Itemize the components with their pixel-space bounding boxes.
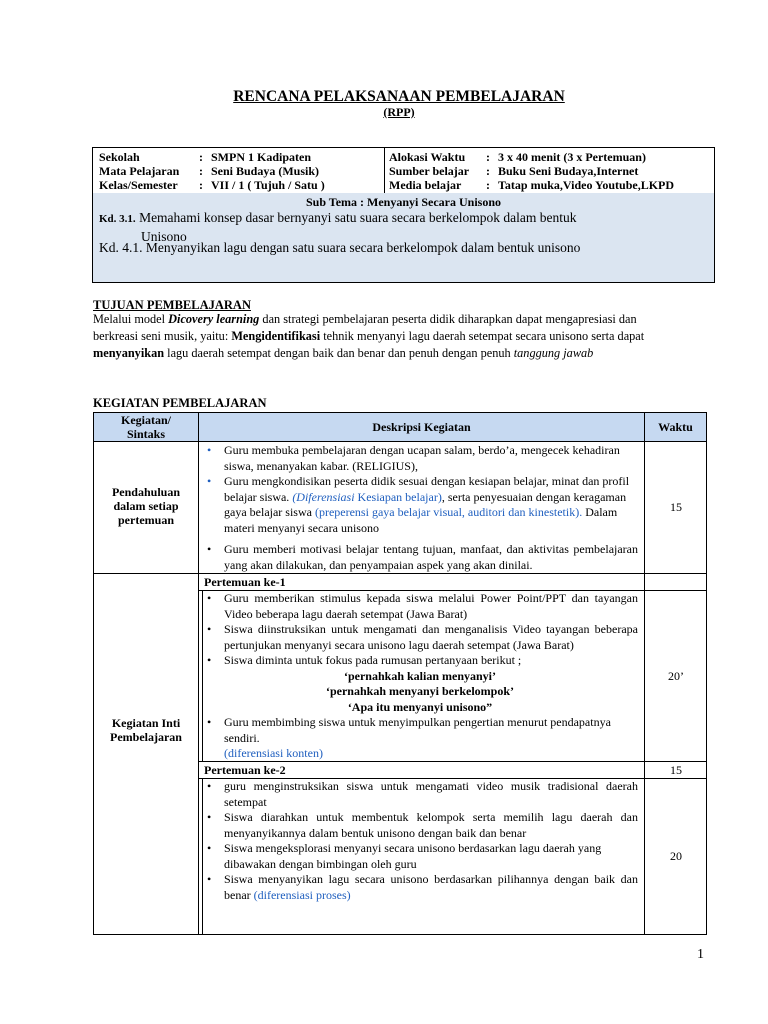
item-text-blue: (diferensiasi konten) [224,746,323,760]
list-item [202,591,638,622]
item-text: Siswa diarahkan untuk membentuk kelompok serta memilih lagu daerah dan menyanyikannya dalam bentuk unisono dengan baik dan benar [224,810,638,840]
label-line: dalam setiap [113,499,179,513]
identity-right-column [385,148,716,193]
bullet-icon: • [207,841,212,855]
bullet-icon: • [207,810,212,824]
bullet-icon: • [207,542,212,556]
list-item [202,653,638,669]
tujuan-text: lagu daerah setempat dengan baik dan benar dan penuh dengan penuh [164,346,514,360]
question-3: ‘Apa itu menyanyi unisono” [347,699,493,714]
row-divider [94,573,706,574]
item-text: Guru memberi motivasi belajar tentang tujuan, manfaat, dan aktivitas pembelajaran yang akan dilakukan, dan penyampaian aspek yang akan dinilai. [224,542,638,572]
identity-colon: : [486,150,490,164]
identity-label: Sumber belajar [389,164,470,178]
kd-4-1: Kd. 4.1. Menyanyikan lagu dengan satu suara secara berkelompok dalam bentuk unisono [99,240,581,255]
tujuan-text: Melalui model [93,312,169,326]
item-text: guru menginstruksikan siswa untuk mengamati video musik tradisional daerah setempat [224,779,638,809]
list-item [202,841,638,872]
question-2: ‘pernahkah menyanyi berkelompok’ [325,684,515,698]
item-text: Dalam materi menyanyi secara unisono [224,505,618,535]
identity-colon: : [199,150,203,164]
label-line: Pembelajaran [110,730,182,744]
tujuan-keyword: Mengidentifikasi [231,329,321,343]
question-1: ‘pernahkah kalian menyanyi’ [343,668,497,683]
tujuan-text: dan strategi pembelajaran peserta didik diharapkan dapat mengapresiasi dan [259,312,637,326]
item-text: Siswa diminta untuk fokus pada rumusan pertanyaan berikut ; [224,653,522,667]
identity-header [93,148,714,194]
row-label-inti [94,716,198,744]
header-kegiatan [93,412,199,442]
tujuan-paragraph [93,311,693,362]
identity-label: Sekolah [99,150,140,164]
tujuan-line-2 [93,328,693,345]
identity-box [92,147,715,283]
tujuan-text: tehnik menyanyi lagu daerah setempat secara unisono serta dapat [320,329,645,343]
list-item [202,542,638,573]
item-text-blue [292,490,442,504]
list-item [202,443,638,474]
item-text-blue: Kesiapan belajar) [354,489,442,504]
identity-value: Tatap muka,Video Youtube,LKPD [498,178,675,192]
bullet-icon: • [207,591,212,605]
label-line: pertemuan [118,513,174,527]
tujuan-line-3 [93,345,693,362]
bullet-icon: • [207,715,212,729]
identity-label: Kelas/Semester [99,178,178,192]
column-divider [198,441,199,935]
bullet-icon: • [207,622,212,636]
item-text: Guru memberikan stimulus kepada siswa melalui Power Point/PPT dan tayangan Video beberapa lagu daerah setempat (Jawa Barat) [224,591,638,621]
waktu-pertemuan-2-b: 20 [670,849,682,863]
tujuan-model: Dicovery learning [168,312,260,326]
item-text-blue: (Diferensiasi [292,489,355,504]
list-item [202,622,638,653]
list-item [202,872,638,903]
document-title: RENCANA PELAKSANAAN PEMBELAJARAN [233,88,565,105]
waktu-pertemuan-2-a: 15 [670,763,682,777]
waktu-pertemuan-1: 20’ [668,669,684,683]
identity-left-column [93,148,385,193]
document-subtitle: (RPP) [383,105,415,119]
bullet-icon: • [207,443,212,457]
tujuan-text: berkreasi seni musik, yaitu: [93,329,232,343]
header-kegiatan-line1: Kegiatan/ [121,413,171,427]
kd-3-1-text: Memahami konsep dasar bernyanyi satu suara secara berkelompok dalam bentuk [139,210,577,225]
column-divider [198,573,199,590]
item-text: Guru membimbing siswa untuk menyimpulkan pengertian menurut pendapatnya sendiri. [224,715,611,745]
kegiatan-heading: KEGIATAN PEMBELAJARAN [93,396,267,410]
kd-3-1-tag: Kd. 3.1. [99,213,136,225]
identity-value: 3 x 40 menit (3 x Pertemuan) [498,150,646,164]
bullet-icon: • [207,872,212,886]
pertemuan-2-description [202,779,638,903]
kd-3-1-text-cont: Unisono [141,229,187,244]
identity-label: Media belajar [389,178,462,192]
identity-colon: : [199,178,203,192]
identity-label: Alokasi Waktu [389,150,466,164]
pertemuan-2-label: Pertemuan ke-2 [204,763,286,777]
bullet-icon: • [207,474,212,488]
list-item [202,474,638,536]
subtema-title: Sub Tema : Menyanyi Secara Unisono [305,195,502,209]
item-text: Siswa mengeksplorasi menyanyi secara unisono berdasarkan lagu daerah yang dibawakan dengan bimbingan oleh guru [224,841,602,871]
item-text: Guru membuka pembelajaran dengan ucapan salam, berdo’a, mengecek kehadiran siswa, menanyakan kabar. (RELIGIUS), [224,443,620,473]
identity-value: VII / 1 ( Tujuh / Satu ) [211,178,325,192]
item-text-blue: (diferensiasi proses) [253,887,351,902]
waktu-pendahuluan: 15 [670,500,682,514]
identity-colon: : [486,178,490,192]
header-deskripsi: Deskripsi Kegiatan [198,412,645,442]
identity-value: Buku Seni Budaya,Internet [498,164,639,178]
identity-value: SMPN 1 Kadipaten [211,150,312,164]
identity-label: Mata Pelajaran [99,164,180,178]
pendahuluan-description [202,443,638,573]
identity-value: Seni Budaya (Musik) [211,164,320,178]
item-text: , serta penyesuaian dengan keragaman gaya belajar siswa [224,489,627,519]
identity-colon: : [486,164,490,178]
label-line: Pendahuluan [111,485,181,499]
tujuan-text-italic: tanggung jawab [513,346,594,360]
kegiatan-table [93,412,707,935]
list-item [202,810,638,841]
tujuan-line-1 [93,311,693,328]
item-text-blue: (preperensi gaya belajar visual, auditori dan kinestetik). [314,505,583,519]
item-text: Siswa menyanyikan lagu secara unisono berdasarkan pilihannya dengan baik dan benar [224,872,638,902]
row-label-pendahuluan [94,485,198,527]
subtema-panel [93,193,714,282]
list-item [202,779,638,810]
tujuan-keyword: menyanyikan [93,346,165,360]
bullet-icon: • [207,779,212,793]
identity-colon: : [199,164,203,178]
label-line: Kegiatan Inti [111,716,181,730]
item-text: Siswa diinstruksikan untuk mengamati dan menganalisis Video tayangan beberapa pertunjukan menyanyi secara unisono lagu daerah setempat (Jawa Barat) [224,622,638,652]
page-number: 1 [697,947,704,962]
tujuan-heading: TUJUAN PEMBELAJARAN [93,298,251,312]
header-kegiatan-line2: Sintaks [126,427,166,441]
bullet-icon: • [207,653,212,667]
item-text: Guru mengkondisikan peserta didik sesuai dengan kesiapan belajar, minat dan profil belajar siswa. [224,474,630,504]
header-waktu: Waktu [644,412,707,442]
pertemuan-1-label: Pertemuan ke-1 [204,575,286,589]
pertemuan-1-description [202,591,638,762]
list-item [202,715,638,762]
